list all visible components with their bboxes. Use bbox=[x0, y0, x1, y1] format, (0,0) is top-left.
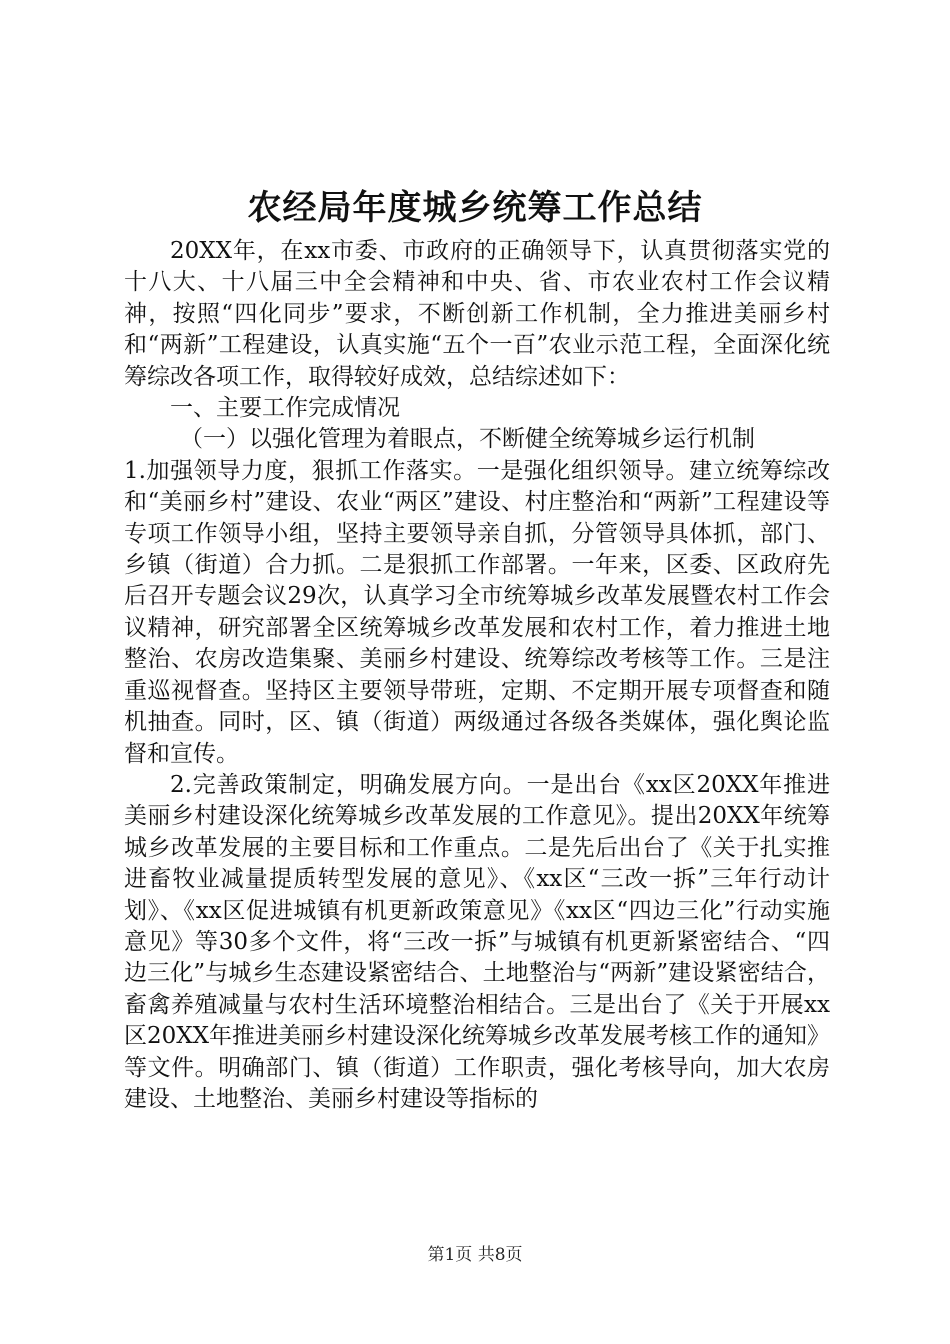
section-heading: 一、主要工作完成情况 bbox=[170, 395, 400, 422]
document-body bbox=[124, 236, 830, 1115]
paragraph-item-2: 2.完善政策制定，明确发展方向。一是出台《xx区20XX年推进美丽乡村建设深化统筹城乡改革发展的工作意见》。提出20XX年统筹城乡改革发展的主要目标和工作重点。二是先后出台了《关于扎实推进畜牧业减量提质转型发展的意见》、《xx区“三改一拆”三年行动计划》、《xx区促进城镇有机更新政策意见》《xx区“四边三化”行动实施意见》等30多个文件，将“三改一拆”与城镇有机更新紧密结合、“四边三化”与城乡生态建设紧密结合、土地整治与“两新”建设紧密结合，畜禽养殖减量与农村生活环境整治相结合。三是出台了《关于开展xx区20XX年推进美丽乡村建设深化统筹城乡改革发展考核工作的通知》等文件。明确部门、镇（街道）工作职责，强化考核导向，加大农房建设、土地整治、美丽乡村建设等指标的 bbox=[124, 771, 831, 1112]
page-footer: 第1页 共8页 bbox=[427, 1245, 523, 1265]
intro-paragraph: 20XX年，在xx市委、市政府的正确领导下，认真贯彻落实党的十八大、十八届三中全会精神和中央、省、市农业农村工作会议精神，按照“四化同步”要求，不断创新工作机制，全力推进美丽乡村和“两新”工程建设，认真实施“五个一百”农业示范工程，全面深化统筹综改各项工作，取得较好成效，总结综述如下： bbox=[124, 238, 830, 390]
document-title: 农经局年度城乡统筹工作总结 bbox=[247, 188, 703, 228]
subsection-heading: （一）以强化管理为着眼点，不断健全统筹城乡运行机制 bbox=[180, 426, 755, 453]
paragraph-item-1: 1.加强领导力度，狠抓工作落实。一是强化组织领导。建立统筹综改和“美丽乡村”建设、农业“两区”建设、村庄整治和“两新”工程建设等专项工作领导小组，坚持主要领导亲自抓，分管领导具体抓，部门、乡镇（街道）合力抓。二是狠抓工作部署。一年来，区委、区政府先后召开专题会议29次，认真学习全市统筹城乡改革发展暨农村工作会议精神，研究部署全区统筹城乡改革发展和农村工作，着力推进土地整治、农房改造集聚、美丽乡村建设、统筹综改考核等工作。三是注重巡视督查。坚持区主要领导带班，定期、不定期开展专项督查和随机抽查。同时，区、镇（街道）两级通过各级各类媒体，强化舆论监督和宣传。 bbox=[124, 457, 830, 767]
